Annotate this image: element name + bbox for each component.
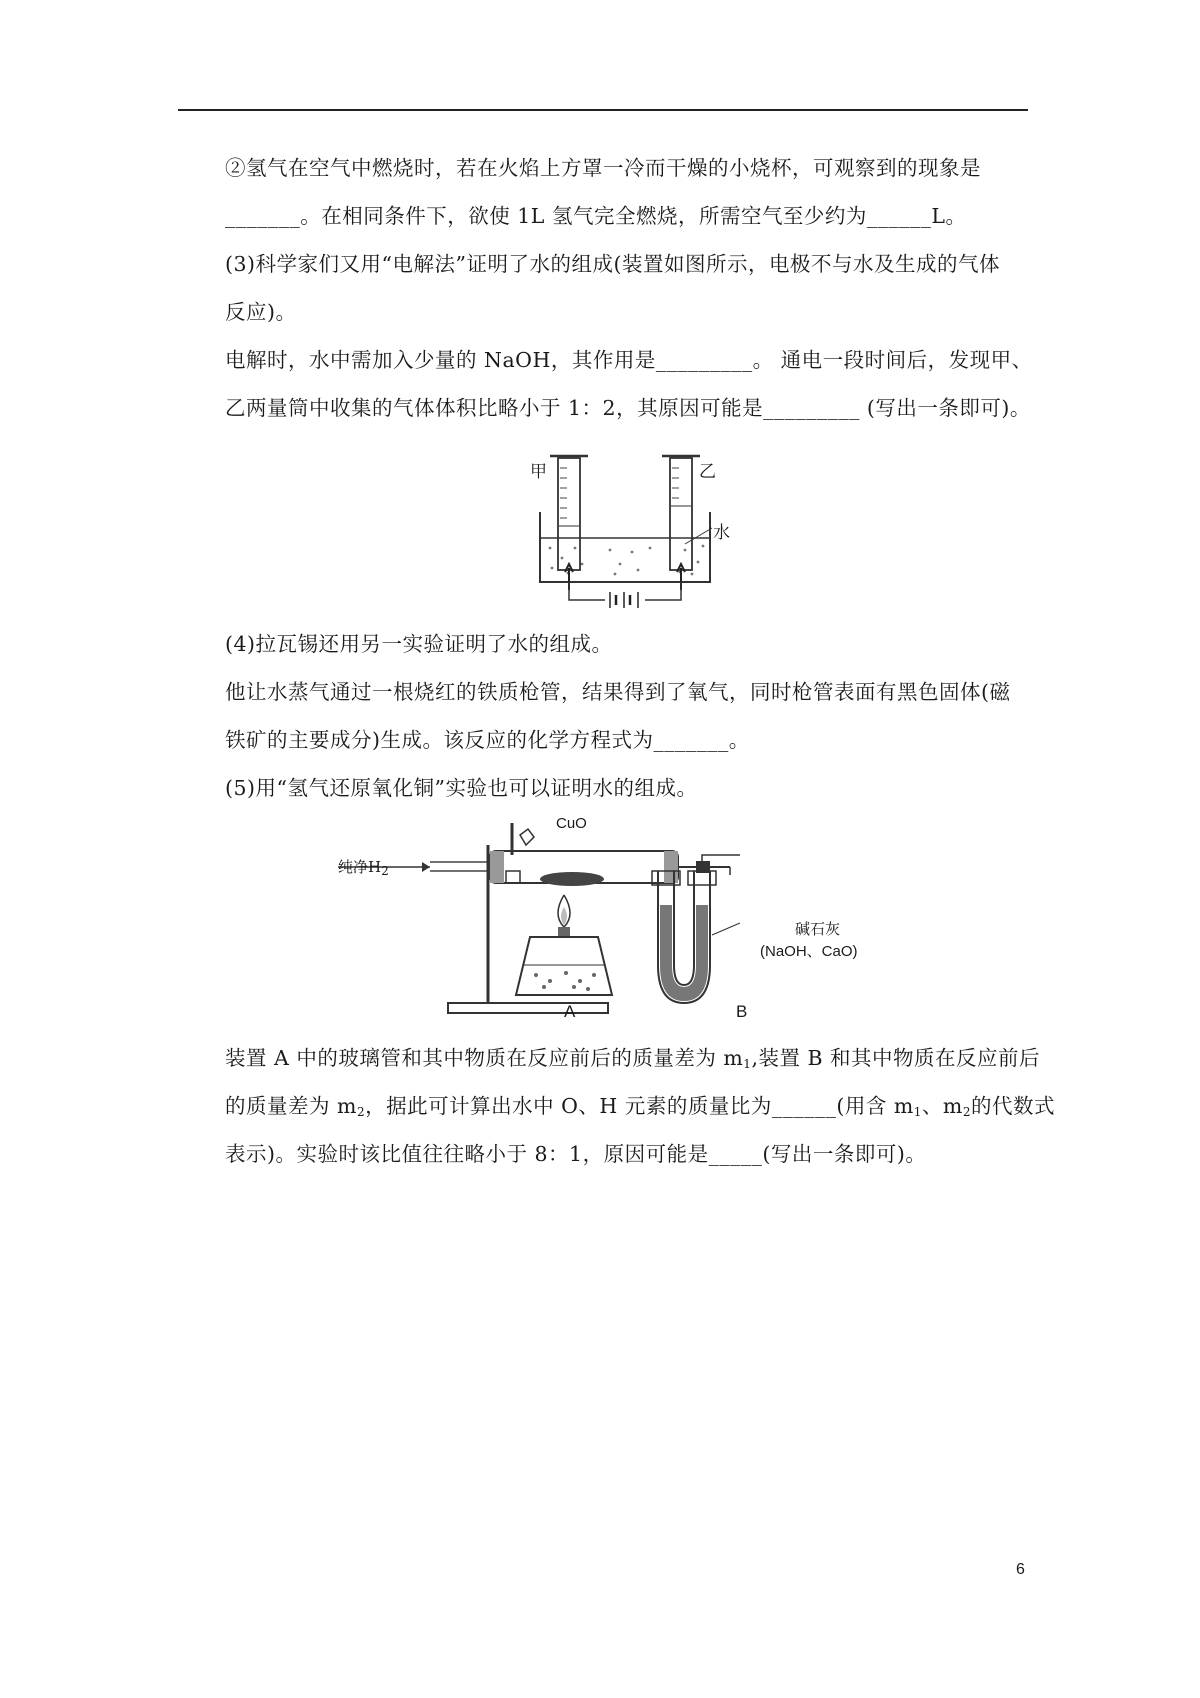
header-rule — [178, 109, 1028, 111]
text-line: _______。在相同条件下，欲使 1L 氢气完全燃烧，所需空气至少约为______L。 — [225, 204, 967, 228]
label-jia: 甲 — [530, 462, 547, 482]
text-line: ②氢气在空气中燃烧时，若在火焰上方罩一冷而干燥的小烧杯，可观察到的现象是 — [225, 156, 981, 180]
label-yi: 乙 — [699, 462, 716, 482]
text-line: 表示)。实验时该比值往往略小于 8：1，原因可能是_____(写出一条即可)。 — [225, 1142, 927, 1166]
label-soda-lime-composition: (NaOH、CaO) — [760, 943, 858, 960]
label-cuo: CuO — [556, 815, 587, 832]
label-water: 水 — [713, 523, 730, 543]
label-b: B — [736, 1002, 748, 1021]
text-line: 反应)。 — [225, 300, 297, 324]
text-line: 的质量差为 $m_2$，据此可计算出水中 O、H 元素的质量比为______(用含 $m_1$、$m_2$的代数式 — [225, 1094, 1056, 1119]
label-a: A — [564, 1002, 576, 1021]
label-pure-h2: 纯净$H_2$ — [338, 858, 389, 878]
text-line: 乙两量筒中收集的气体体积比略小于 1：2，其原因可能是_________ (写出一条即可)。 — [225, 396, 1031, 420]
text-line: (4)拉瓦锡还用另一实验证明了水的组成。 — [225, 632, 613, 656]
text-line: (3)科学家们又用“电解法”证明了水的组成(装置如图所示，电极不与水及生成的气体 — [225, 252, 1000, 276]
text-line: 装置 A 中的玻璃管和其中物质在反应前后的质量差为 $m_1$,装置 B 和其中物质在反应前后 — [225, 1046, 1041, 1071]
text-line: (5)用“氢气还原氧化铜”实验也可以证明水的组成。 — [225, 776, 698, 800]
label-soda-lime: 碱石灰 — [795, 920, 841, 938]
text-line: 铁矿的主要成分)生成。该反应的化学方程式为_______。 — [225, 728, 750, 752]
text-line: 电解时，水中需加入少量的 NaOH，其作用是_________。 通电一段时间后，发现甲、 — [225, 348, 1033, 372]
text-line: 他让水蒸气通过一根烧红的铁质枪管，结果得到了氧气，同时枪管表面有黑色固体(磁 — [225, 680, 1011, 704]
page-number: 6 — [1016, 1561, 1025, 1578]
